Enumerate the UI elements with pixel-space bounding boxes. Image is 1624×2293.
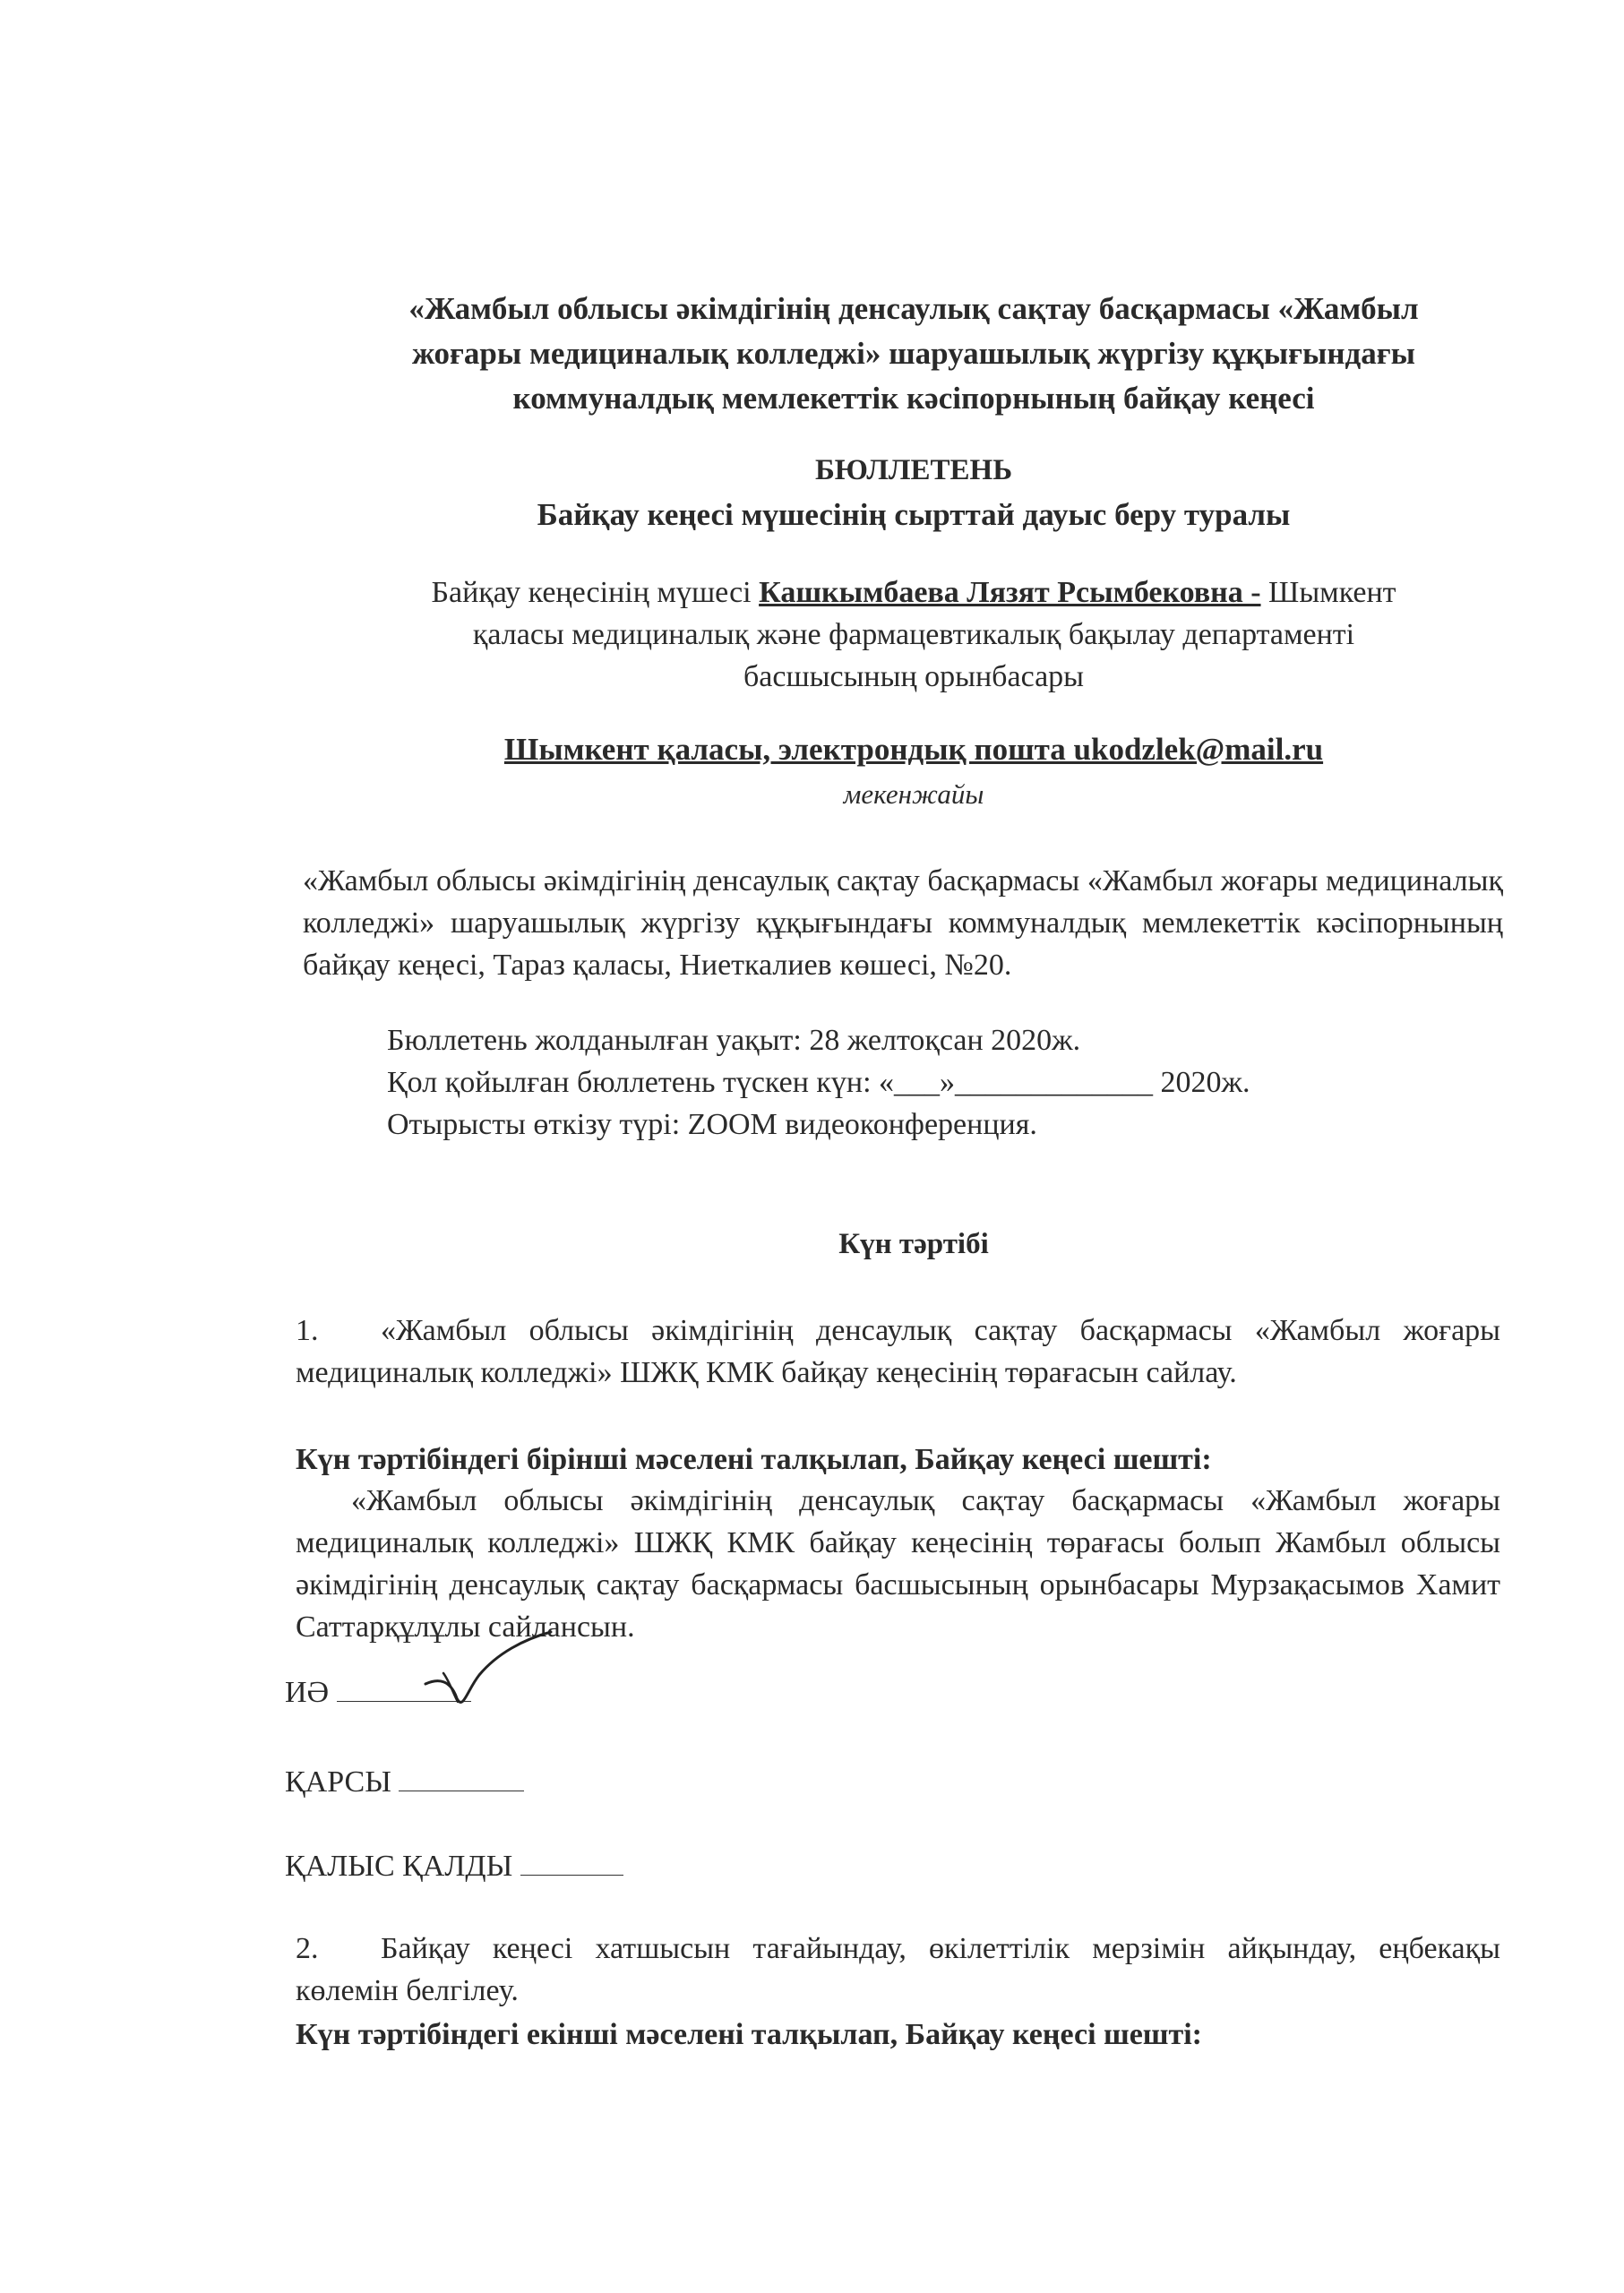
member-address: Шымкент қаласы, электрондық пошта ukodzlek@mail.ru — [503, 732, 1324, 767]
meeting-form: Отырысты өткізу түрі: ZOOM видеоконференция. — [387, 1108, 1037, 1141]
header-line-1: «Жамбыл облысы әкімдігінің денсаулық сақтау басқармасы «Жамбыл — [408, 291, 1419, 326]
vote-no-label: ҚАРСЫ — [285, 1765, 391, 1799]
handwritten-checkmark-icon — [408, 1628, 560, 1718]
vote-abstain-blank[interactable] — [520, 1848, 623, 1876]
member-position-3: басшысының орынбасары — [743, 660, 1085, 693]
bulletin-title: БЮЛЛЕТЕНЬ — [814, 454, 1013, 486]
vote-abstain — [285, 1845, 623, 1887]
sent-date: Бюллетень жолданылған уақыт: 28 желтоқсан 2020ж. — [387, 1024, 1081, 1057]
vote-no-blank[interactable] — [399, 1764, 524, 1791]
member-prefix: Байқау кеңесінің мүшесі — [431, 576, 752, 609]
vote-no — [285, 1761, 524, 1803]
vote-abstain-label: ҚАЛЫС ҚАЛДЫ — [285, 1850, 513, 1883]
council-header — [314, 287, 1514, 421]
bulletin-subtitle: Байқау кеңесі мүшесінің сырттай дауыс беру туралы — [537, 497, 1291, 532]
agenda-item-1-number: 1. — [296, 1314, 319, 1347]
member-line-1 — [322, 571, 1505, 614]
agenda-item-2 — [296, 1928, 1500, 2012]
header-line-2: жоғары медициналық колледжі» шаруашылық жүргізу құқығындағы — [412, 336, 1415, 371]
agenda-item-1-text: «Жамбыл облысы әкімдігінің денсаулық сақтау басқармасы «Жамбыл жоғары медициналық колледжі» ШЖҚ КМК байқау кеңесінің төрағасын сайлау. — [296, 1314, 1500, 1389]
agenda-item-1 — [296, 1310, 1500, 1394]
agenda-item-1-resolution: «Жамбыл облысы әкімдігінің денсаулық сақтау басқармасы «Жамбыл жоғары медициналық колледжі» ШЖҚ КМК байқау кеңесінің төрағасы болып Жамбыл облысы әкімдігінің денсаулық сақтау басқармасы басшысының орынбасары Мурзақасымов Хамит Саттарқұлұлы сайлансын. — [296, 1484, 1500, 1644]
header-line-3: коммуналдық мемлекеттік кәсіпорнының байқау кеңесі — [512, 381, 1315, 416]
address-caption: мекенжайы — [843, 778, 984, 810]
member-info — [322, 571, 1505, 698]
agenda-item-1-decided: Күн тәртібіндегі бірінші мәселені талқылап, Байқау кеңесі шешті: — [296, 1443, 1212, 1476]
member-position-2: қаласы медициналық және фармацевтикалық бақылау департаменті — [472, 618, 1355, 651]
member-position-1: Шымкент — [1260, 576, 1396, 609]
agenda-title: Күн тәртібі — [838, 1228, 989, 1260]
member-name: Кашкымбаева Лязят Рсымбековна - — [759, 576, 1261, 609]
received-date: Қол қойылған бюллетень түскен күн: «___»_____________ 2020ж. — [387, 1066, 1250, 1099]
agenda-item-2-number: 2. — [296, 1932, 319, 1965]
agenda-item-2-decided: Күн тәртібіндегі екінші мәселені талқылап, Байқау кеңесі шешті: — [296, 2018, 1202, 2051]
recipient-text: «Жамбыл облысы әкімдігінің денсаулық сақтау басқармасы «Жамбыл жоғары медициналық колледжі» шаруашылық жүргізу құқығындағы коммуналдық мемлекеттік кәсіпорнының байқау кеңесі, Тараз қаласы, Ниеткалиев көшесі, №20. — [303, 864, 1503, 982]
vote-yes-label: ИӘ — [285, 1676, 330, 1709]
agenda-item-2-text: Байқау кеңесі хатшысын тағайындау, өкілеттілік мерзімін айқындау, еңбекақы көлемін белгілеу. — [296, 1932, 1500, 2007]
